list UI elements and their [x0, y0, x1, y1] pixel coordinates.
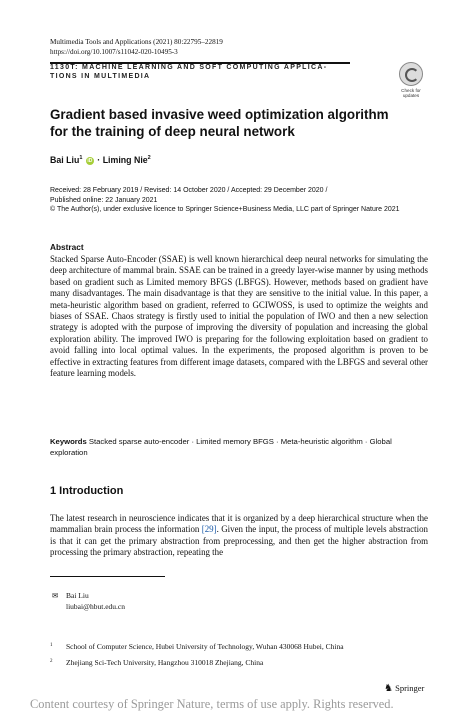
abstract-heading: Abstract — [50, 242, 84, 252]
keywords-label: Keywords — [50, 437, 87, 446]
journal-citation: Multimedia Tools and Applications (2021) 80:22795–22819 — [50, 38, 223, 46]
footnote-rule — [50, 576, 165, 577]
check-for-updates-icon — [399, 62, 423, 86]
topic-line-1: 1130T: MACHINE LEARNING AND SOFT COMPUTING APPLICA- — [50, 64, 328, 71]
doi-link[interactable]: https://doi.org/10.1007/s11042-020-10495-3 — [50, 47, 178, 56]
corresponding-author — [52, 591, 125, 612]
corresponding-email[interactable]: liubai@hbut.edu.cn — [66, 601, 125, 611]
published-online: Published online: 22 January 2021 — [50, 196, 158, 204]
envelope-icon: ✉ — [52, 591, 59, 600]
section-heading-introduction: 1 Introduction — [50, 485, 124, 497]
badge-label: Check for updates — [401, 88, 421, 99]
keywords-list: Stacked sparse auto-encoder · Limited memory BFGS · Meta-heuristic algorithm · Global exploration — [50, 437, 392, 457]
author-separator: · — [97, 155, 101, 165]
springer-horse-icon: ♞ — [384, 683, 393, 694]
author-2-affil: 2 — [147, 155, 151, 162]
orcid-icon[interactable]: iD — [87, 158, 93, 164]
citation-link[interactable]: [29] — [201, 524, 217, 535]
author-1[interactable]: Bai Liu — [50, 155, 80, 165]
keywords — [50, 437, 428, 458]
affiliation-2: $^2$ Zhejiang Sci-Tech University, Hangzhou 310018 Zhejiang, China — [50, 658, 264, 667]
paper-title: Gradient based invasive weed optimization algorithm for the training of deep neural network — [50, 107, 389, 139]
author-2[interactable]: Liming Nie — [102, 155, 148, 165]
corresponding-name: Bai Liu — [66, 591, 89, 600]
springer-logo — [384, 683, 424, 694]
journal-header — [50, 38, 223, 57]
check-for-updates-badge[interactable] — [396, 62, 426, 99]
affiliation-1: $^1$ School of Computer Science, Hubei University of Technology, Wuhan 430068 Hubei, China — [50, 642, 344, 651]
topic-line-2: TIONS IN MULTIMEDIA — [50, 72, 151, 80]
publisher-name: Springer — [395, 683, 425, 693]
history-dates: Received: 28 February 2019 / Revised: 14 October 2020 / Accepted: 29 December 2020 / — [50, 187, 328, 194]
courtesy-notice: Content courtesy of Springer Nature, terms of use apply. Rights reserved. — [30, 697, 394, 711]
copyright: © The Author(s), under exclusive licence to Springer Science+Business Media, LLC part of Springer Nature 2021 — [50, 206, 400, 213]
topical-collection — [50, 64, 350, 81]
abstract-text: Stacked Sparse Auto-Encoder (SSAE) is well known hierarchical deep neural networks for simulating the deep architecture of mammal brain. SSAE can be trained in a greedy layer-wise manner by using methods based on gradient such as Limited memory BFGS (LBFGS). However, methods based on gradient have many disadvantages. The main disadvantage is that they are sensitive to the initial value. In this paper, a meta-heuristic algorithm based on gradient, referred to GCIWOSS, is used to optimize the weights and biases of SSAE. Chaos strategy is firstly used to initial the population of IWO and then a new selection strategy is adopted with the purpose of improving the diversity of population and increasing the global exploration ability. The improved IWO is preparing for the following exploitation based on gradient to avoid falling into local optimal values. In the experiments, the proposed algorithm is proven to be effective in extracting features from different image datasets, compared with the LBFGS and several other feature learning models. — [50, 254, 428, 379]
author-list — [50, 155, 151, 165]
publication-dates — [50, 186, 430, 215]
introduction-text: The latest research in neuroscience indicates that it is organized by a deep hierarchical structure when the mammalian brain process the information [29]. Given the input, the process of multiple levels abstraction is that it can get the primary abstraction from preprocessing, and then get the higher abstraction from processing the primary abstraction, repeating the — [50, 513, 428, 558]
author-1-affil: 1 — [79, 155, 83, 162]
